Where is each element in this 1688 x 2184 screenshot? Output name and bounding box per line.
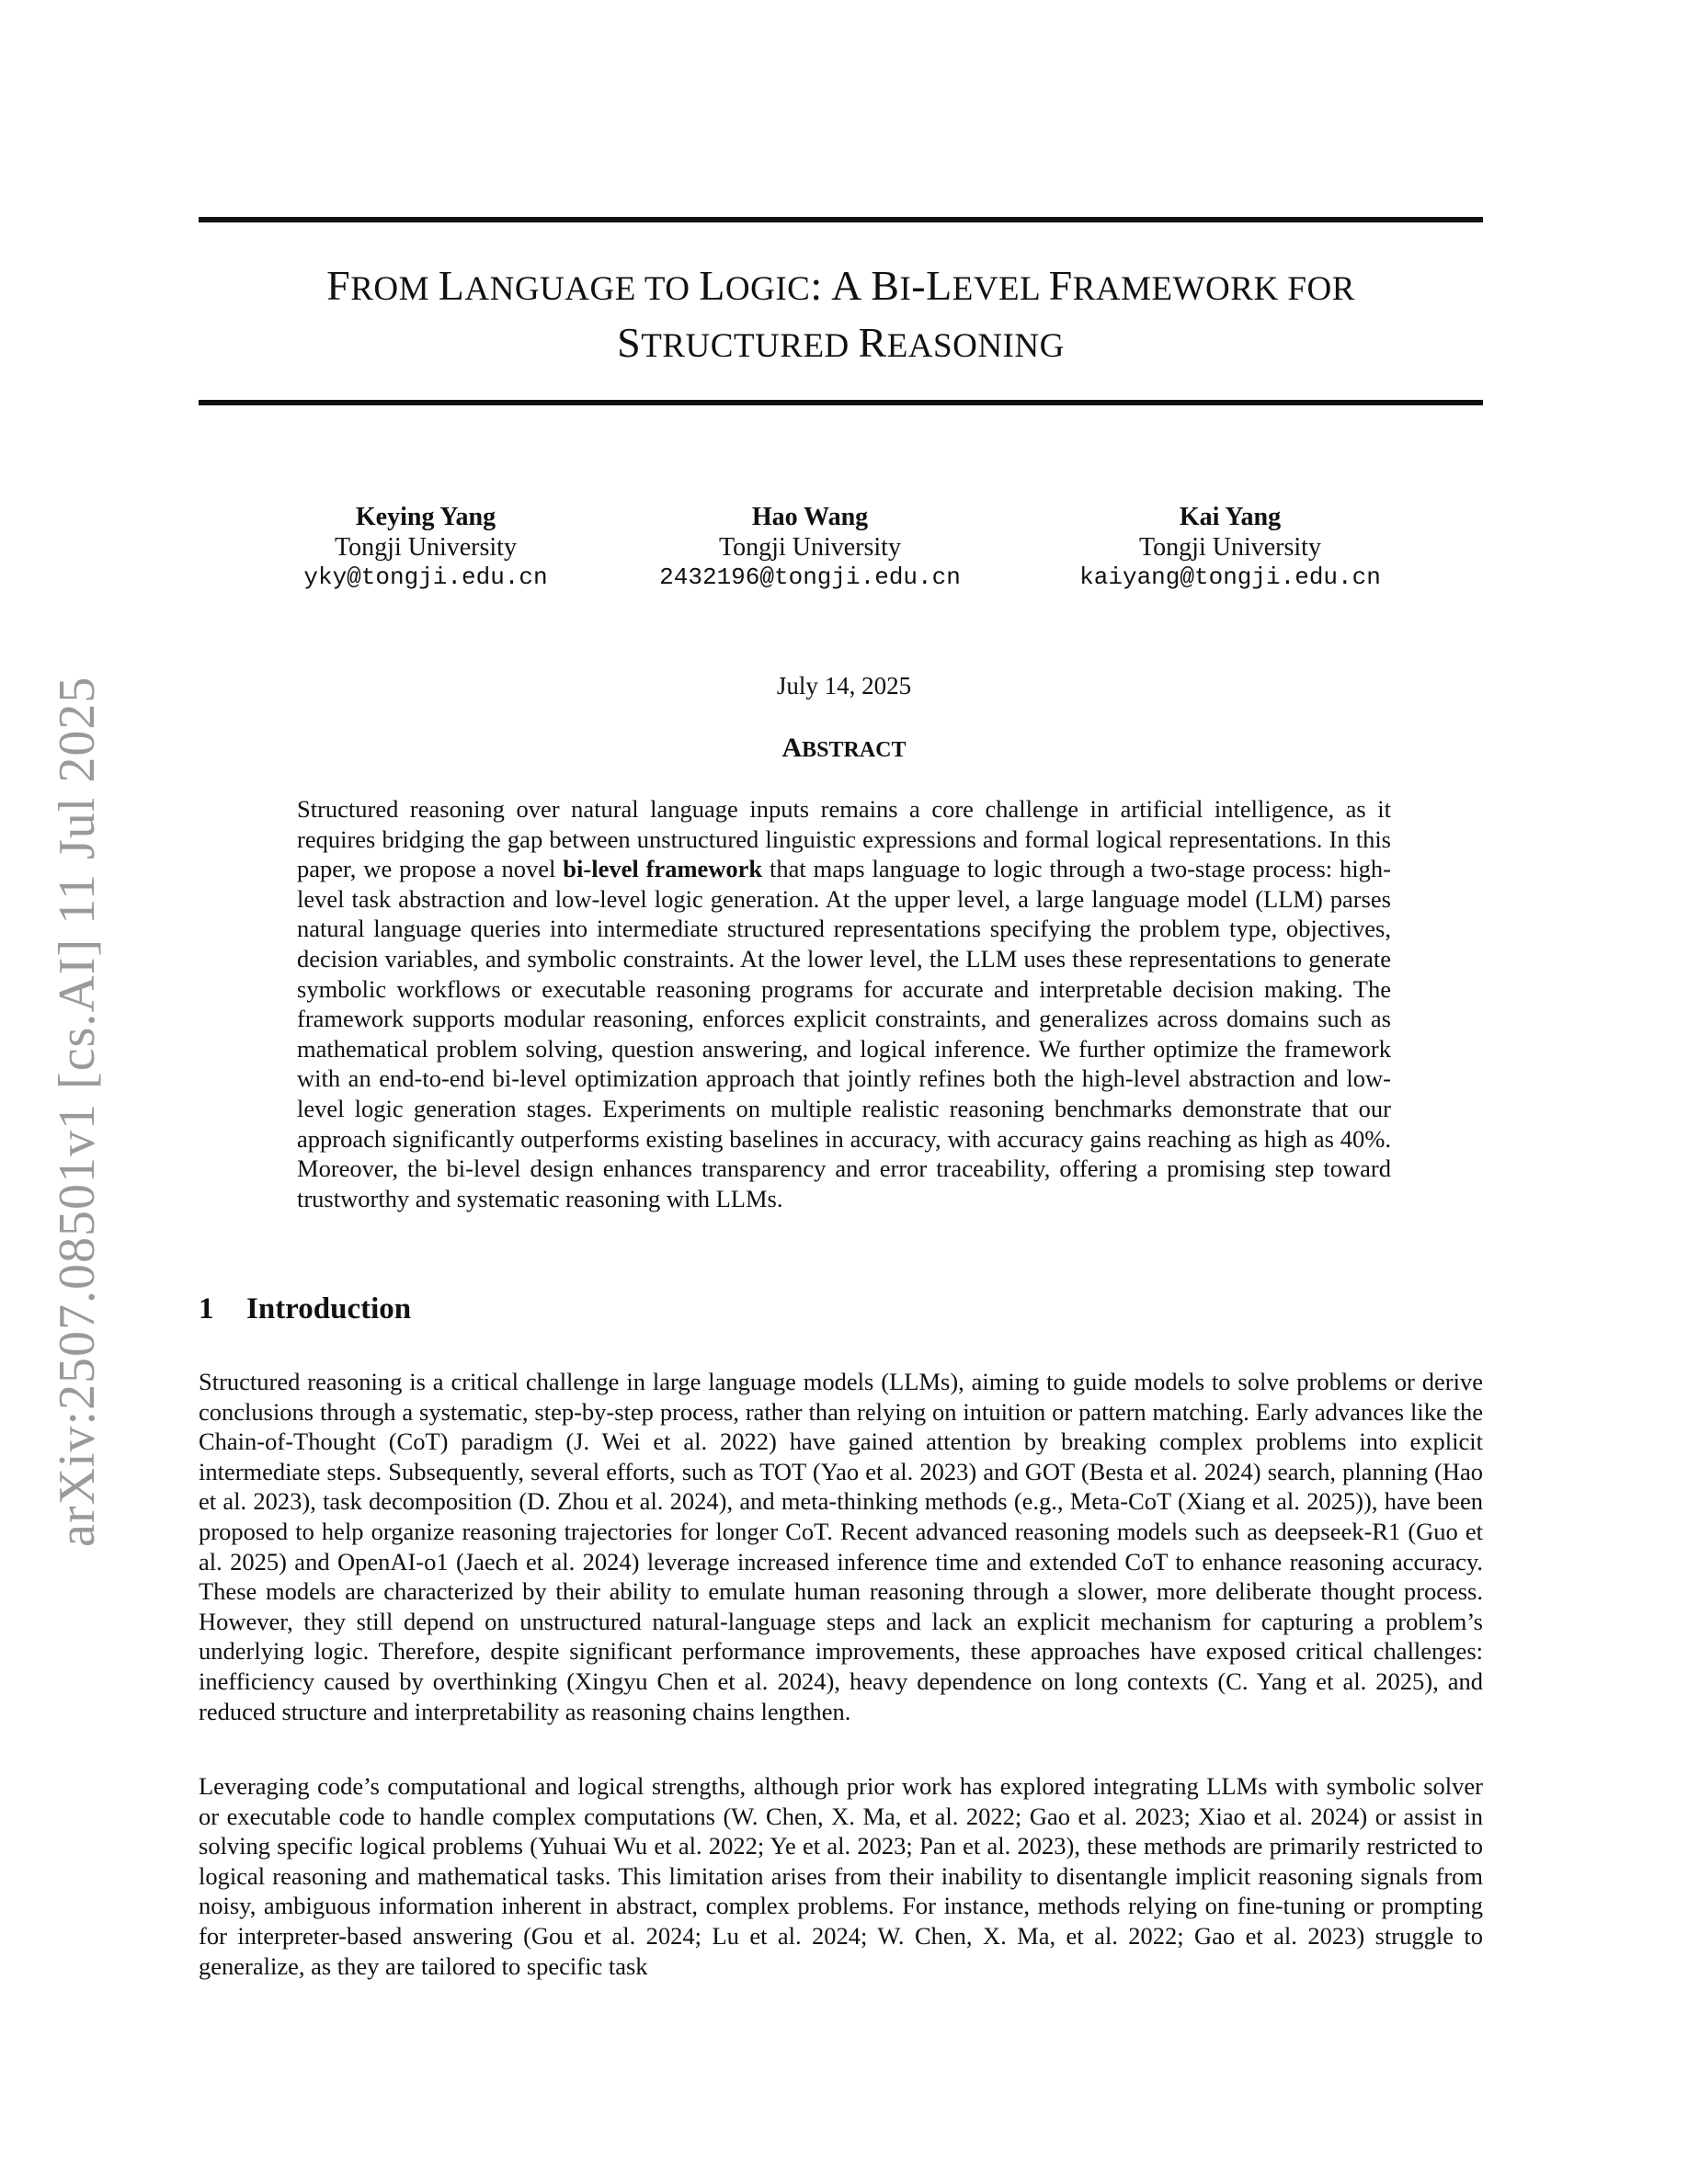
title-top-rule: [199, 217, 1483, 222]
title-part: -L: [911, 262, 952, 309]
author-email[interactable]: 2432196@tongji.edu.cn: [659, 563, 961, 591]
title-part: S: [617, 319, 642, 366]
abstract-heading-initial: A: [781, 733, 803, 763]
section-title: Introduction: [246, 1292, 412, 1325]
author-name: Kai Yang: [1179, 503, 1282, 531]
author-block: [1028, 502, 1432, 593]
author-affiliation: Tongji University: [719, 533, 901, 562]
title-part: OGIC: [724, 270, 811, 308]
abstract-part: Structured reasoning over natural language inputs remains a core challenge in artificial intelligence, as it requires bridging the gap between unstructured linguistic expressions and formal logical representations. In this paper, we propose a novel: [297, 795, 1391, 883]
abstract-emphasis: bi-level framework: [563, 855, 763, 883]
author-name: Hao Wang: [751, 503, 869, 531]
author-email[interactable]: kaiyang@tongji.edu.cn: [1079, 563, 1381, 591]
title-part: ROM: [350, 270, 439, 308]
arxiv-side-stamp: arXiv:2507.08501v1 [cs.AI] 11 Jul 2025: [49, 676, 106, 1547]
body-paragraph: Structured reasoning is a critical challenge in large language models (LLMs), aiming to guide models to solve problems or derive conclusions through a systematic, step-by-step process, rather than relying on intuition or pattern matching. Early advances like the Chain-of-Thought (CoT) paradigm (J. Wei et al. 2022) have gained attention by breaking complex problems into explicit intermediate steps. Subsequently, several efforts, such as TOT (Yao et al. 2023) and GOT (Besta et al. 2024) search, planning (Hao et al. 2023), task decomposition (D. Zhou et al. 2024), and meta-thinking methods (e.g., Meta-CoT (Xiang et al. 2025)), have been proposed to help organize reasoning trajectories for longer CoT. Recent advanced reasoning models such as deepseek-R1 (Guo et al. 2025) and OpenAI-o1 (Jaech et al. 2024) leverage increased inference time and extended CoT to enhance reasoning accuracy. These models are characterized by their ability to emulate human reasoning through a slower, more deliberate thought process. However, they still depend on unstructured natural-language steps and lack an explicit mechanism for capturing a problem’s underlying logic. Therefore, despite significant performance improvements, these approaches have exposed critical challenges: inefficiency caused by overthinking (Xingyu Chen et al. 2024), heavy dependence on long contexts (C. Yang et al. 2025), and reduced structure and interpretability as reasoning chains lengthen.: [199, 1368, 1483, 1725]
title-part: : A B: [810, 262, 900, 309]
author-block: [223, 502, 628, 593]
title-bottom-rule: [199, 400, 1483, 405]
section-heading: [199, 1292, 411, 1326]
title-part: RAMEWORK FOR: [1072, 270, 1355, 308]
body-paragraph: Leveraging code’s computational and logical strengths, although prior work has explored integrating LLMs with symbolic solver or executable code to handle complex computations (W. Chen, X. Ma, et al. 2022; Gao et al. 2023; Xiao et al. 2024) or assist in solving specific logical problems (Yuhuai Wu et al. 2022; Ye et al. 2023; Pan et al. 2023), these methods are primarily restricted to logical reasoning and mathematical tasks. This limitation arises from their inability to disentangle implicit reasoning signals from noisy, ambiguous information inherent in abstract, complex problems. For instance, methods relying on fine-tuning or prompting for interpreter-based answering (Gou et al. 2024; Lu et al. 2024; W. Chen, X. Ma, et al. 2022; Gao et al. 2023) struggle to generalize, as they are tailored to specific task: [199, 1772, 1483, 1980]
title-line-1: [199, 259, 1483, 316]
title-part: F: [326, 262, 351, 309]
author-email[interactable]: yky@tongji.edu.cn: [303, 563, 548, 591]
paper-title: [199, 259, 1483, 373]
title-part: I: [899, 270, 912, 308]
abstract-text: [297, 794, 1391, 1213]
title-part: R: [858, 319, 887, 366]
title-part: ANGUAGE TO: [464, 270, 700, 308]
author-name: Keying Yang: [355, 503, 496, 531]
author-affiliation: Tongji University: [1139, 533, 1321, 562]
author-block: [608, 502, 1012, 593]
title-line-2: [199, 316, 1483, 373]
title-part: EVEL: [952, 270, 1049, 308]
author-affiliation: Tongji University: [335, 533, 517, 562]
title-part: F: [1048, 262, 1073, 309]
abstract-heading: [0, 733, 1688, 764]
title-part: L: [438, 262, 465, 309]
abstract-part: that maps language to logic through a two-stage process: high-level task abstraction and low-level logic generation. At the upper level, a large language model (LLM) parses natural language queries into intermediate structured representations specifying the problem type, objectives, decision variables, and symbolic constraints. At the lower level, the LLM uses these representations to generate symbolic workflows or executable reasoning programs for accurate and interpretable decision making. The framework supports modular reasoning, enforces explicit constraints, and generalizes across domains such as mathematical problem solving, question answering, and logical inference. We further optimize the framework with an end-to-end bi-level optimization approach that jointly refines both the high-level abstraction and low-level logic generation stages. Experiments on multiple realistic reasoning benchmarks demonstrate that our approach significantly outperforms existing baselines in accuracy, with accuracy gains reaching as high as 40%. Moreover, the bi-level design enhances transparency and error traceability, offering a promising step toward trustworthy and systematic reasoning with LLMs.: [297, 855, 1391, 1212]
section-number: 1: [199, 1292, 214, 1325]
abstract-heading-rest: BSTRACT: [802, 738, 907, 762]
title-part: TRUCTURED: [641, 327, 859, 365]
title-part: EASONING: [886, 327, 1065, 365]
paper-date: July 14, 2025: [776, 672, 912, 700]
title-part: L: [699, 262, 725, 309]
